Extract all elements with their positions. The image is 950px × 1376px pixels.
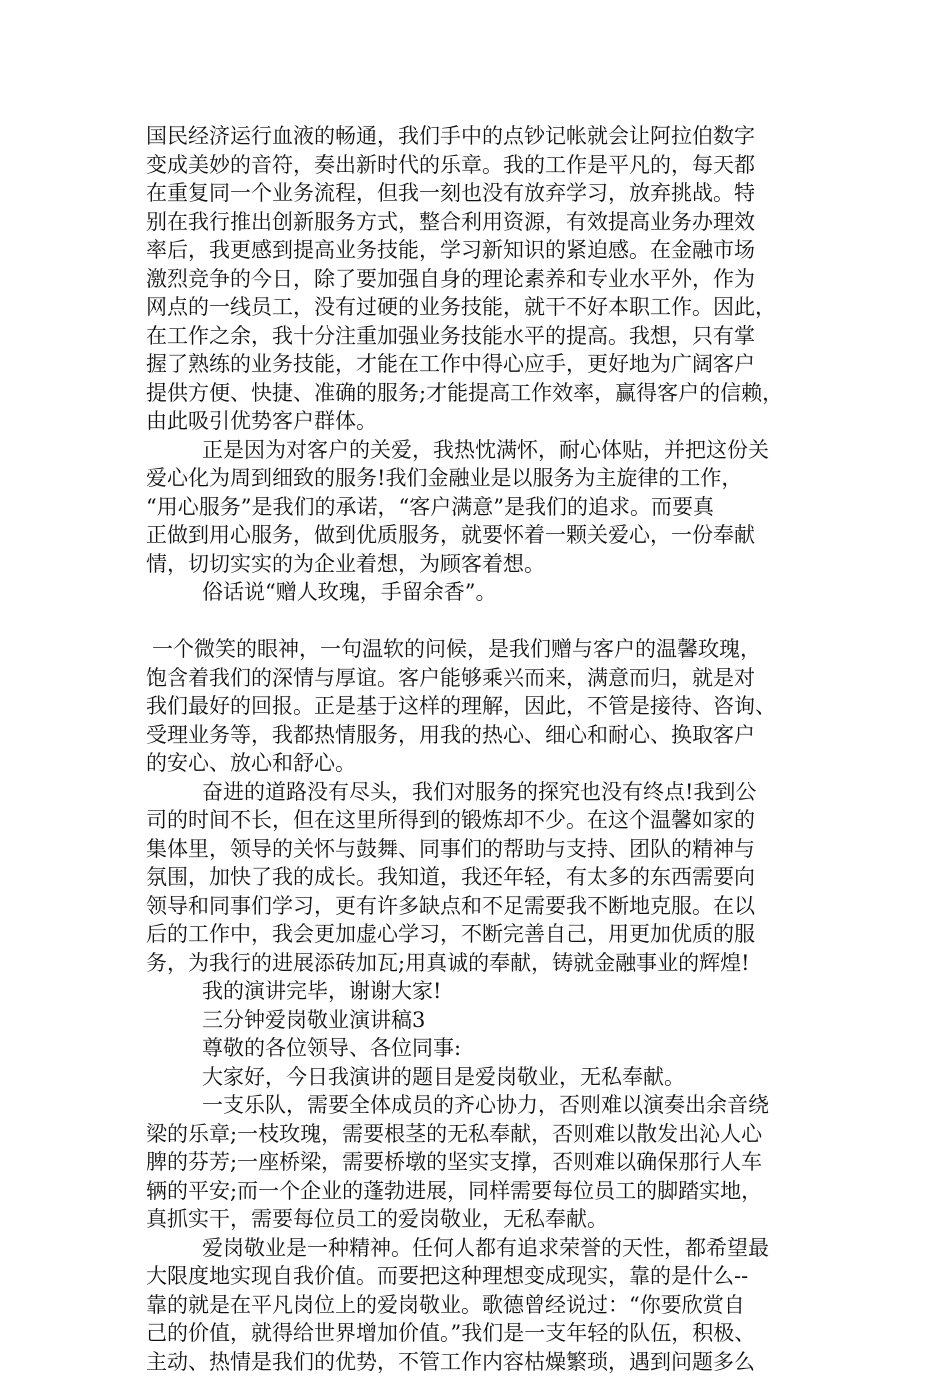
text-line: 在重复同一个业务流程，但我一刻也没有放弃学习，放弃挑战。特 [146, 179, 826, 208]
paragraph-first-line: 爱岗敬业是一种精神。任何人都有追求荣誉的天性，都希望最 [146, 1234, 826, 1263]
paragraph-first-line: 一支乐队，需要全体成员的齐心协力，否则难以演奏出余音绕 [146, 1091, 826, 1120]
paragraph-first-line: 俗话说“赠人玫瑰，手留余香”。 [146, 578, 826, 607]
paragraph-first-line: 大家好，今日我演讲的题目是爱岗敬业，无私奉献。 [146, 1063, 826, 1092]
section-heading: 三分钟爱岗敬业演讲稿3 [146, 1006, 826, 1035]
paragraph-first-line: 正是因为对客户的关爱，我热忱满怀，耐心体贴，并把这份关 [146, 436, 826, 465]
text-line: 真抓实干，需要每位员工的爱岗敬业，无私奉献。 [146, 1205, 826, 1234]
text-line: 提供方便、快捷、准确的服务;才能提高工作效率，赢得客户的信赖， [146, 379, 826, 408]
text-line: 己的价值，就得给世界增加价值。”我们是一支年轻的队伍，积极、 [146, 1319, 826, 1348]
text-line: 激烈竞争的今日，除了要加强自身的理论素养和专业水平外，作为 [146, 265, 826, 294]
text-line: 率后，我更感到提高业务技能，学习新知识的紧迫感。在金融市场 [146, 236, 826, 265]
text-line: 梁的乐章;一枝玫瑰，需要根茎的无私奉献，否则难以散发出沁人心 [146, 1120, 826, 1149]
text-line: 别在我行推出创新服务方式，整合利用资源，有效提高业务办理效 [146, 208, 826, 237]
text-line: 氛围，加快了我的成长。我知道，我还年轻，有太多的东西需要向 [146, 863, 826, 892]
paragraph-first-line: 我的演讲完毕，谢谢大家! [146, 977, 826, 1006]
text-line: 辆的平安;而一个企业的蓬勃进展，同样需要每位员工的脚踏实地， [146, 1177, 826, 1206]
text-line: 的安心、放心和舒心。 [146, 749, 826, 778]
text-line: 集体里，领导的关怀与鼓舞、同事们的帮助与支持、团队的精神与 [146, 835, 826, 864]
text-line: 变成美妙的音符，奏出新时代的乐章。我的工作是平凡的，每天都 [146, 151, 826, 180]
salutation: 尊敬的各位领导、各位同事: [146, 1034, 826, 1063]
text-line: 领导和同事们学习，更有许多缺点和不足需要我不断地克服。在以 [146, 892, 826, 921]
text-line: “用心服务”是我们的承诺，“客户满意”是我们的追求。而要真 [146, 493, 826, 522]
text-line: 在工作之余，我十分注重加强业务技能水平的提高。我想，只有掌 [146, 322, 826, 351]
text-line: 司的时间不长，但在这里所得到的锻炼却不少。在这个温馨如家的 [146, 806, 826, 835]
text-line: 饱含着我们的深情与厚谊。客户能够乘兴而来，满意而归，就是对 [146, 664, 826, 693]
text-line: 国民经济运行血液的畅通，我们手中的点钞记帐就会让阿拉伯数字 [146, 122, 826, 151]
text-line: 脾的芬芳;一座桥梁，需要桥墩的坚实支撑，否则难以确保那行人车 [146, 1148, 826, 1177]
paragraph-first-line: 一个微笑的眼神，一句温软的问候，是我们赠与客户的温馨玫瑰， [146, 635, 826, 664]
text-line: 正做到用心服务，做到优质服务，就要怀着一颗关爱心，一份奉献 [146, 521, 826, 550]
text-line: 后的工作中，我会更加虚心学习，不断完善自己，用更加优质的服 [146, 920, 826, 949]
text-line: 握了熟练的业务技能，才能在工作中得心应手，更好地为广阔客户 [146, 350, 826, 379]
text-line: 我们最好的回报。正是基于这样的理解，因此，不管是接待、咨询、 [146, 692, 826, 721]
text-line: 靠的就是在平凡岗位上的爱岗敬业。歌德曾经说过：“你要欣赏自 [146, 1291, 826, 1320]
text-line: 爱心化为周到细致的服务!我们金融业是以服务为主旋律的工作， [146, 464, 826, 493]
text-line: 网点的一线员工，没有过硬的业务技能，就干不好本职工作。因此， [146, 293, 826, 322]
text-line: 务，为我行的进展添砖加瓦;用真诚的奉献，铸就金融事业的辉煌! [146, 949, 826, 978]
text-line: 受理业务等，我都热情服务，用我的热心、细心和耐心、换取客户 [146, 721, 826, 750]
text-line: 主动、热情是我们的优势，不管工作内容枯燥繁琐，遇到问题多么 [146, 1348, 826, 1376]
document-body [146, 122, 826, 1376]
paragraph-first-line: 奋进的道路没有尽头，我们对服务的探究也没有终点!我到公 [146, 778, 826, 807]
text-line: 大限度地实现自我价值。而要把这种理想变成现实，靠的是什么-- [146, 1262, 826, 1291]
text-line: 由此吸引优势客户群体。 [146, 407, 826, 436]
text-line: 情，切切实实的为企业着想，为顾客着想。 [146, 550, 826, 579]
blank-line [146, 607, 826, 636]
